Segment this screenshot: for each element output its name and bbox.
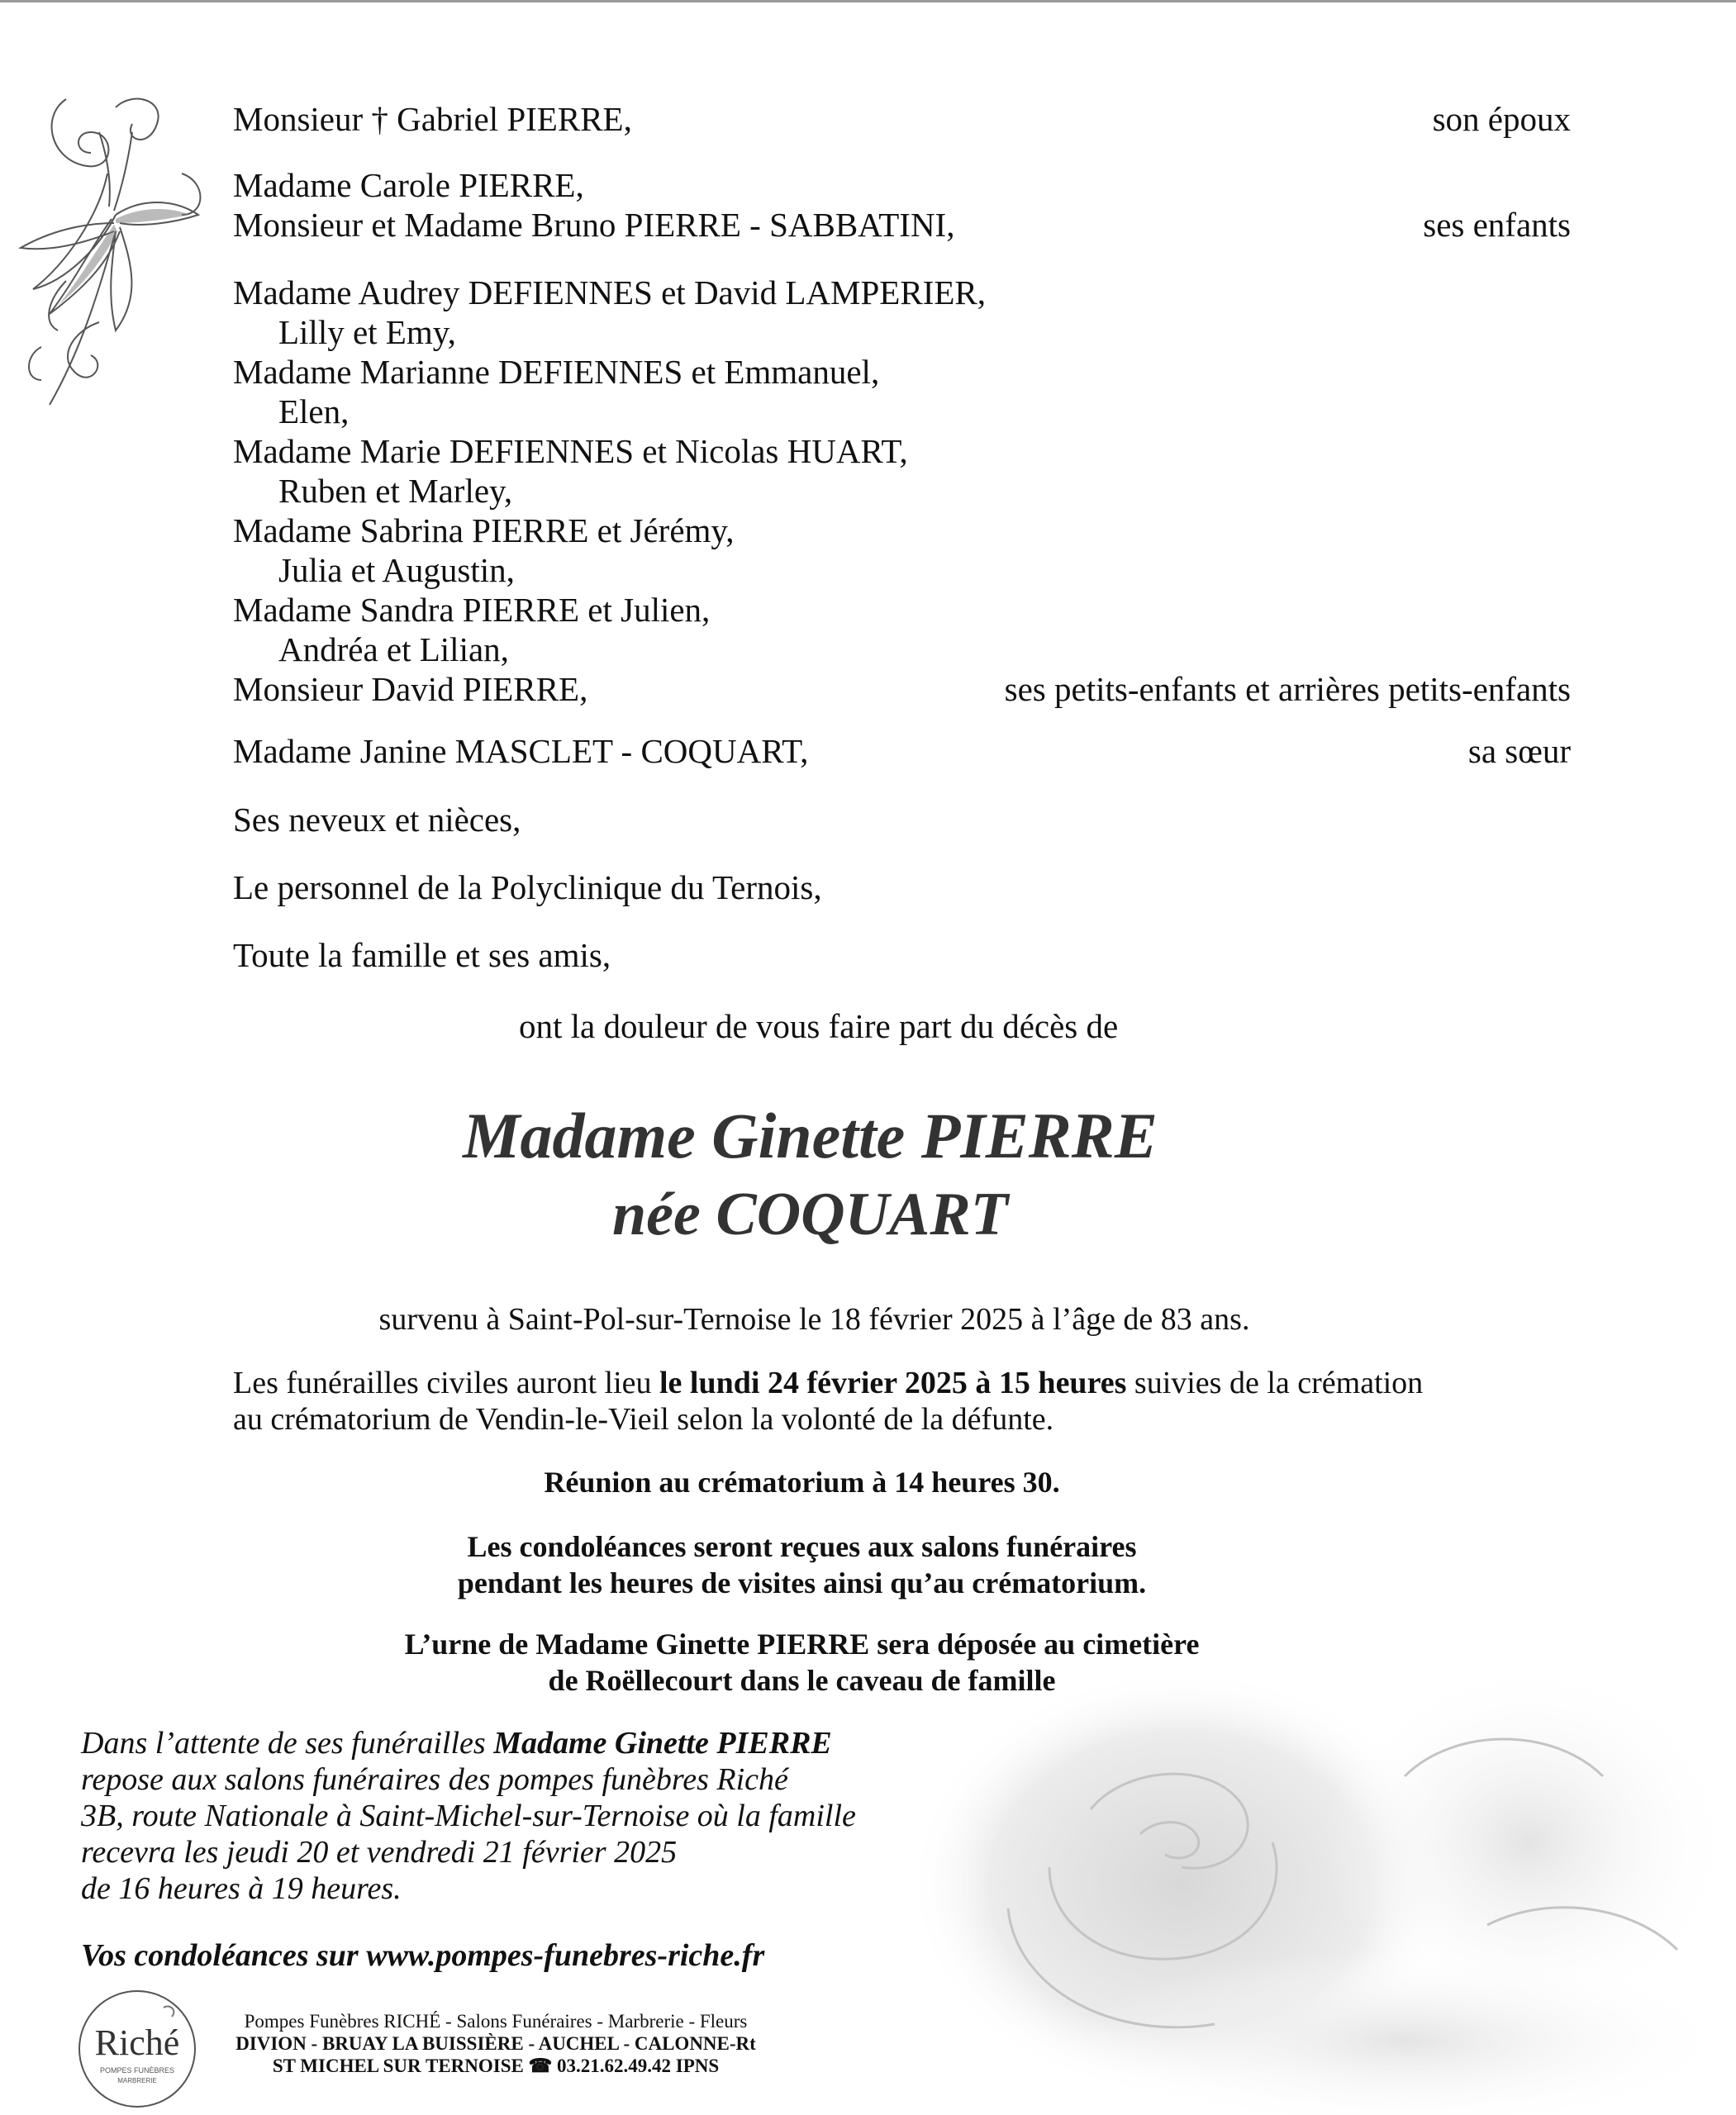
top-border (0, 0, 1736, 2)
family-line: Toute la famille et ses amis, (233, 936, 611, 974)
relation-label: son époux (1432, 100, 1571, 138)
footer-line-1: Pompes Funèbres RICHÉ - Salons Funéraires - Marbrerie - Fleurs (244, 2011, 748, 2032)
family-group-4 (233, 731, 808, 771)
rose-decoration-icon (909, 1677, 1735, 2115)
deceased-birth-name: née COQUART (612, 1181, 1008, 1248)
funeral-home-footer (211, 2010, 781, 2077)
visitation-line: repose aux salons funéraires des pompes funèbres Riché (81, 1762, 788, 1797)
deceased-name: Madame Ginette PIERRE (463, 1100, 1158, 1172)
relation-label: ses petits-enfants et arrières petits-enfants (1004, 670, 1571, 708)
family-line: Ses neveux et nièces, (233, 801, 521, 839)
funeral-info (233, 1365, 1423, 1438)
urn-info: L’urne de Madame Ginette PIERRE sera déposée au cimetière de Roëllecourt dans le caveau de famille (404, 1628, 1200, 1697)
family-line: Le personnel de la Polyclinique du Ternois, (233, 868, 822, 906)
family-line: Madame Janine MASCLET - COQUART, (233, 732, 809, 770)
family-line: Madame Marianne DEFIENNES et Emmanuel, (233, 353, 880, 391)
footer-line-3: ST MICHEL SUR TERNOISE ☎ 03.21.62.49.42 IPNS (272, 2056, 720, 2076)
funeral-line-2: au crématorium de Vendin-le-Vieil selon la volonté de la défunte. (233, 1402, 1054, 1437)
condolences-website[interactable]: Vos condoléances sur www.pompes-funebres-riche.fr (81, 1938, 765, 1973)
riche-logo (66, 1987, 208, 2111)
family-line: Monsieur et Madame Bruno PIERRE - SABBATINI, (233, 206, 955, 244)
visitation-line: de 16 heures à 19 heures. (81, 1871, 402, 1906)
relation-label: ses enfants (1423, 206, 1571, 244)
deceased-name-inline: Madame Ginette PIERRE (493, 1726, 832, 1761)
family-line: Madame Marie DEFIENNES et Nicolas HUART, (233, 432, 908, 470)
family-line: Madame Sabrina PIERRE et Jérémy, (233, 511, 735, 549)
family-line: Madame Sandra PIERRE et Julien, (233, 591, 711, 629)
death-info: survenu à Saint-Pol-sur-Ternoise le 18 février 2025 à l’âge de 83 ans. (378, 1302, 1250, 1337)
funeral-line-1: Les funérailles civiles auront lieu le lundi 24 février 2025 à 15 heures suivies de la crémation (233, 1366, 1424, 1400)
family-line: Elen, (278, 392, 350, 430)
family-line: Ruben et Marley, (278, 472, 513, 510)
relation-label: sa sœur (1467, 732, 1571, 770)
family-line: Julia et Augustin, (278, 551, 515, 589)
visitation-line: recevra les jeudi 20 et vendredi 21 février 2025 (81, 1835, 678, 1870)
family-group-3 (233, 273, 986, 709)
family-line: Lilly et Emy, (278, 313, 456, 351)
announcement-text: ont la douleur de vous faire part du décès de (519, 1007, 1119, 1045)
logo-text: Riché (94, 2022, 180, 2063)
logo-subtitle: POMPES FUNÈBRES (99, 2066, 175, 2075)
visitation-info (81, 1725, 856, 1907)
footer-line-2: DIVION - BRUAY LA BUISSIÈRE - AUCHEL - CALONNE-Rt (235, 2033, 756, 2054)
lily-ornament-icon (17, 83, 215, 413)
family-line: Andréa et Lilian, (278, 630, 509, 668)
family-group-2 (233, 165, 954, 245)
visitation-line: Dans l’attente de ses funérailles Madame Ginette PIERRE (81, 1726, 832, 1761)
family-line: Madame Carole PIERRE, (233, 166, 584, 204)
family-line: Monsieur David PIERRE, (233, 670, 588, 708)
logo-subtitle: MARBRERIE (117, 2077, 157, 2084)
reunion-info: Réunion au crématorium à 14 heures 30. (544, 1466, 1060, 1499)
family-group-1 (233, 99, 632, 139)
family-line: Madame Audrey DEFIENNES et David LAMPERIER, (233, 273, 986, 311)
family-line: Monsieur † Gabriel PIERRE, (233, 100, 632, 138)
visitation-line: 3B, route Nationale à Saint-Michel-sur-Ternoise où la famille (81, 1799, 856, 1833)
condolences-info: Les condoléances seront reçues aux salons funéraires pendant les heures de visites ainsi qu’au crématorium. (457, 1530, 1147, 1599)
funeral-date: le lundi 24 février 2025 à 15 heures (659, 1366, 1127, 1400)
